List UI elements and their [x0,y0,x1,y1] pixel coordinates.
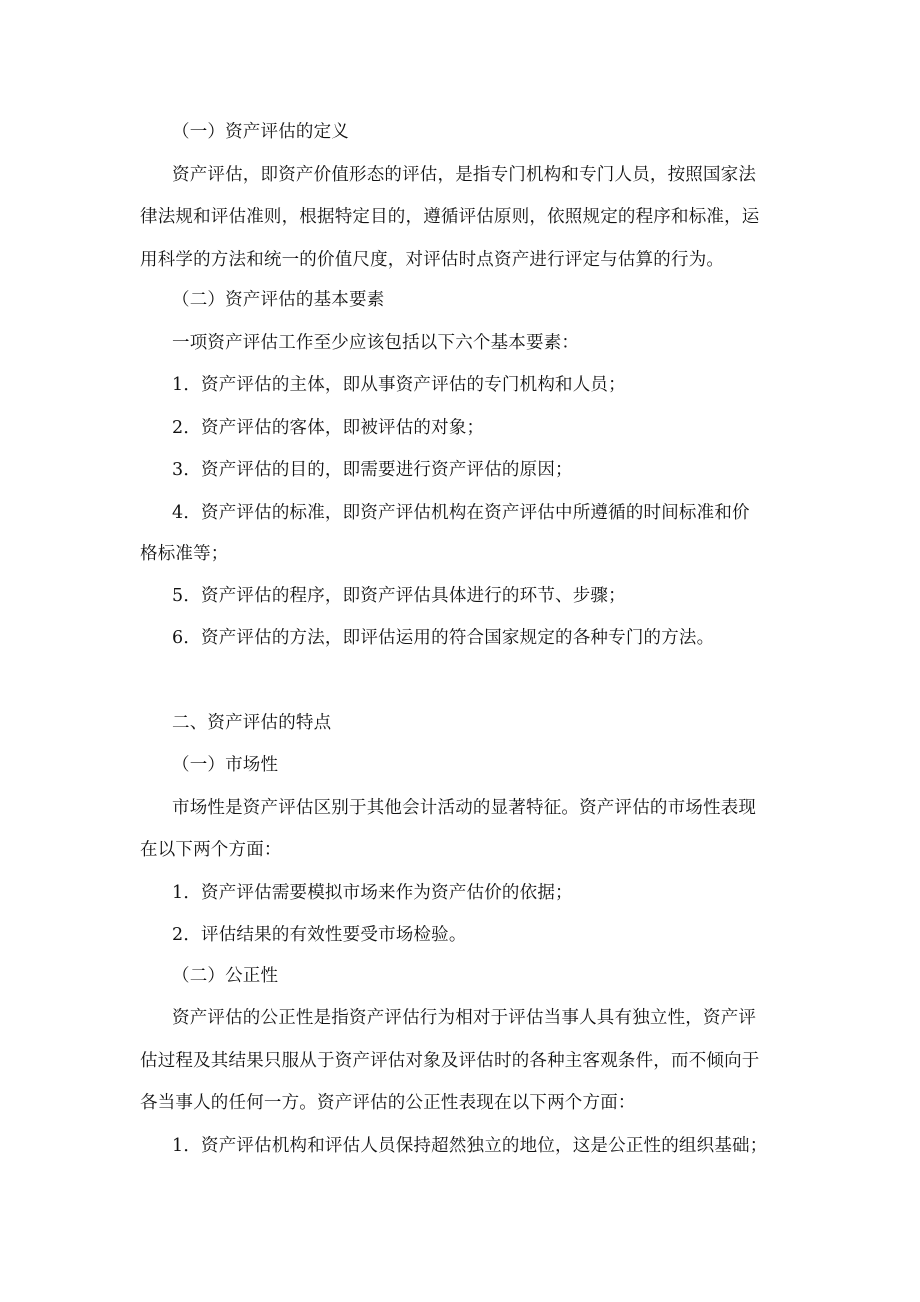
definition-line-1: 资产评估，即资产价值形态的评估，是指专门机构和专门人员，按照国家法 [172,165,757,185]
section-2-title: 二、资产评估的特点 [172,713,332,733]
element-item-4-continued: 格标准等； [140,544,229,564]
market-line-1: 市场性是资产评估区别于其他会计活动的显著特征。资产评估的市场性表现 [172,798,757,818]
element-item-3: 3．资产评估的目的，即需要进行资产评估的原因； [172,460,573,480]
elements-intro: 一项资产评估工作至少应该包括以下六个基本要素： [172,333,580,353]
heading-definition: （一）资产评估的定义 [172,122,349,142]
fairness-item-1: 1．资产评估机构和评估人员保持超然独立的地位，这是公正性的组织基础； [172,1136,768,1156]
heading-basic-elements: （二）资产评估的基本要素 [172,290,385,310]
market-item-2: 2．评估结果的有效性要受市场检验。 [172,925,467,945]
definition-line-3: 用科学的方法和统一的价值尺度，对评估时点资产进行评定与估算的行为。 [140,250,725,270]
fairness-line-1: 资产评估的公正性是指资产评估行为相对于评估当事人具有独立性，资产评 [172,1008,757,1028]
element-item-1: 1．资产评估的主体，即从事资产评估的专门机构和人员； [172,375,626,395]
market-line-2: 在以下两个方面： [140,840,282,860]
element-item-6: 6．资产评估的方法，即评估运用的符合国家规定的各种专门的方法。 [172,628,715,648]
heading-fairness: （二）公正性 [172,966,279,986]
element-item-2: 2．资产评估的客体，即被评估的对象； [172,418,485,438]
fairness-line-2: 估过程及其结果只服从于资产评估对象及评估时的各种主客观条件，而不倾向于 [140,1051,760,1071]
element-item-5: 5．资产评估的程序，即资产评估具体进行的环节、步骤； [172,586,626,606]
fairness-line-3: 各当事人的任何一方。资产评估的公正性表现在以下两个方面： [140,1093,636,1113]
market-item-1: 1．资产评估需要模拟市场来作为资产估价的依据； [172,883,573,903]
element-item-4: 4．资产评估的标准，即资产评估机构在资产评估中所遵循的时间标准和价 [172,503,750,523]
heading-market: （一）市场性 [172,755,279,775]
definition-line-2: 律法规和评估准则，根据特定目的，遵循评估原则，依照规定的程序和标准，运 [140,207,760,227]
